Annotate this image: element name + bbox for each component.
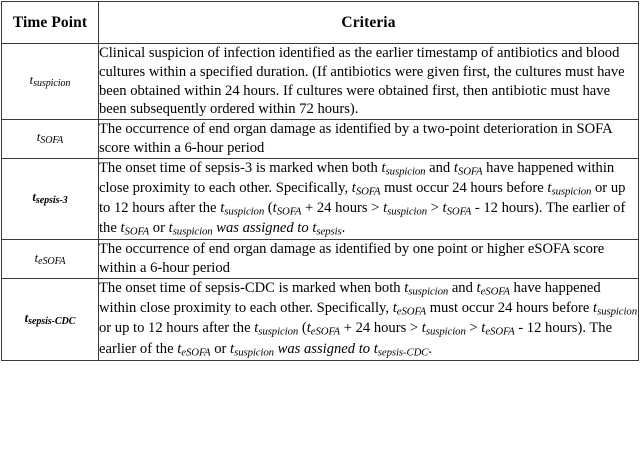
- criteria-fragment-italic: was assigned to: [273, 340, 374, 357]
- variable-t-suspicion: $t_{suspicion}$: [381, 159, 426, 177]
- criteria-fragment: (: [298, 320, 307, 337]
- variable-t-sofa: $t_{SOFA}$: [442, 199, 472, 218]
- criteria-fragment: .: [428, 340, 433, 357]
- criteria-fragment: must occur 24 hours before: [426, 300, 594, 317]
- variable-t-sofa: $t_{SOFA}$: [120, 220, 150, 238]
- variable-t-esofa: $t_{eSOFA}$: [177, 340, 211, 359]
- table-row: [2, 158, 639, 240]
- criteria-fragment: >: [427, 199, 443, 216]
- criteria-fragment: The onset time of sepsis-3 is marked when both: [99, 159, 382, 176]
- criteria-fragment: and: [448, 279, 477, 296]
- time-point-label-esofa: [2, 240, 99, 279]
- criteria-text-esofa: [99, 240, 639, 279]
- table-row: [2, 120, 639, 159]
- criteria-fragment: + 24 hours >: [340, 320, 422, 337]
- table-header-row: [2, 2, 639, 44]
- criteria-fragment: >: [465, 320, 482, 337]
- criteria-paragraph: Clinical suspicion of infection identified as the earlier timestamp of antibiotics and blood cultures within a specified duration. (If antibiotics were given first, the cultures must have been obtained within 24 hours. If cultures were obtained first, then antibiotic must have been subsequently ordered within 72 hours).: [99, 45, 625, 118]
- variable-t-sepsis-cdc: $t_{sepsis-CDC}$: [24, 310, 76, 327]
- column-header-criteria: Criteria: [99, 2, 639, 44]
- criteria-fragment: or: [149, 220, 169, 237]
- criteria-fragment: have happened within close proximity to each other. Specifically,: [99, 159, 615, 196]
- time-point-label-suspicion: [2, 44, 99, 120]
- table-row: [2, 278, 639, 360]
- criteria-fragment: The onset time of sepsis-CDC is marked when both: [99, 279, 405, 296]
- criteria-text-sepsis-3: [99, 158, 639, 240]
- variable-t-sepsis-3: $t_{sepsis-3}$: [32, 190, 68, 207]
- criteria-fragment: + 24 hours >: [301, 199, 384, 216]
- criteria-text-sofa: [99, 120, 639, 159]
- variable-t-sofa: $t_{SOFA}$: [36, 130, 64, 147]
- criteria-fragment: and: [425, 159, 454, 176]
- criteria-fragment-italic: was assigned to: [212, 220, 313, 237]
- variable-t-esofa: $t_{eSOFA}$: [34, 250, 66, 267]
- variable-t-sofa: $t_{SOFA}$: [351, 179, 381, 198]
- variable-t-esofa: $t_{eSOFA}$: [306, 320, 341, 338]
- criteria-fragment: have happened within close proximity to each other. Specifically,: [99, 279, 601, 317]
- criteria-fragment: or: [210, 340, 231, 357]
- variable-t-sepsis: $t_{sepsis}$: [312, 220, 342, 238]
- time-point-criteria-table: [1, 1, 639, 361]
- criteria-fragment: (: [264, 199, 273, 216]
- variable-t-suspicion: $t_{suspicion}$: [383, 199, 428, 218]
- criteria-fragment: must occur 24 hours before: [380, 179, 548, 196]
- variable-t-esofa: $t_{eSOFA}$: [392, 300, 427, 318]
- table-row: [2, 240, 639, 279]
- variable-t-esofa: $t_{eSOFA}$: [481, 320, 515, 338]
- variable-t-suspicion: $t_{suspicion}$: [29, 72, 71, 89]
- time-point-label-sepsis-cdc: [2, 278, 99, 360]
- column-header-time-point: Time Point: [2, 2, 99, 44]
- criteria-fragment: or up to 12 hours after the: [99, 179, 626, 216]
- variable-t-sepsis-cdc: $t_{sepsis-CDC}$: [373, 340, 429, 359]
- criteria-fragment: - 12 hours). The earlier of the: [99, 199, 626, 237]
- criteria-text-suspicion: [99, 44, 639, 120]
- variable-t-suspicion: $t_{suspicion}$: [220, 199, 265, 218]
- criteria-text-sepsis-cdc: [99, 278, 639, 360]
- criteria-fragment: .: [341, 220, 346, 237]
- variable-t-suspicion: $t_{suspicion}$: [593, 300, 637, 318]
- variable-t-suspicion: $t_{suspicion}$: [168, 220, 213, 238]
- time-point-label-sepsis-3: [2, 158, 99, 240]
- criteria-paragraph: The occurrence of end organ damage as identified by one point or higher eSOFA score within a 6-hour period: [99, 241, 605, 277]
- variable-t-sofa: $t_{SOFA}$: [272, 199, 302, 218]
- criteria-fragment: or up to 12 hours after the: [99, 320, 255, 337]
- criteria-fragment: - 12 hours). The earlier of the: [99, 320, 613, 357]
- time-point-label-sofa: [2, 120, 99, 159]
- variable-t-sofa: $t_{SOFA}$: [453, 159, 483, 177]
- table-row: [2, 44, 639, 120]
- variable-t-suspicion: $t_{suspicion}$: [230, 340, 274, 359]
- variable-t-suspicion: $t_{suspicion}$: [254, 320, 299, 338]
- variable-t-suspicion: $t_{suspicion}$: [547, 179, 592, 198]
- criteria-paragraph: The occurrence of end organ damage as identified by a two-point deterioration in SOFA score within a 6-hour period: [99, 121, 612, 156]
- variable-t-suspicion: $t_{suspicion}$: [404, 279, 449, 298]
- variable-t-esofa: $t_{eSOFA}$: [476, 279, 510, 298]
- variable-t-suspicion: $t_{suspicion}$: [421, 320, 466, 338]
- criteria-table-container: [1, 1, 639, 361]
